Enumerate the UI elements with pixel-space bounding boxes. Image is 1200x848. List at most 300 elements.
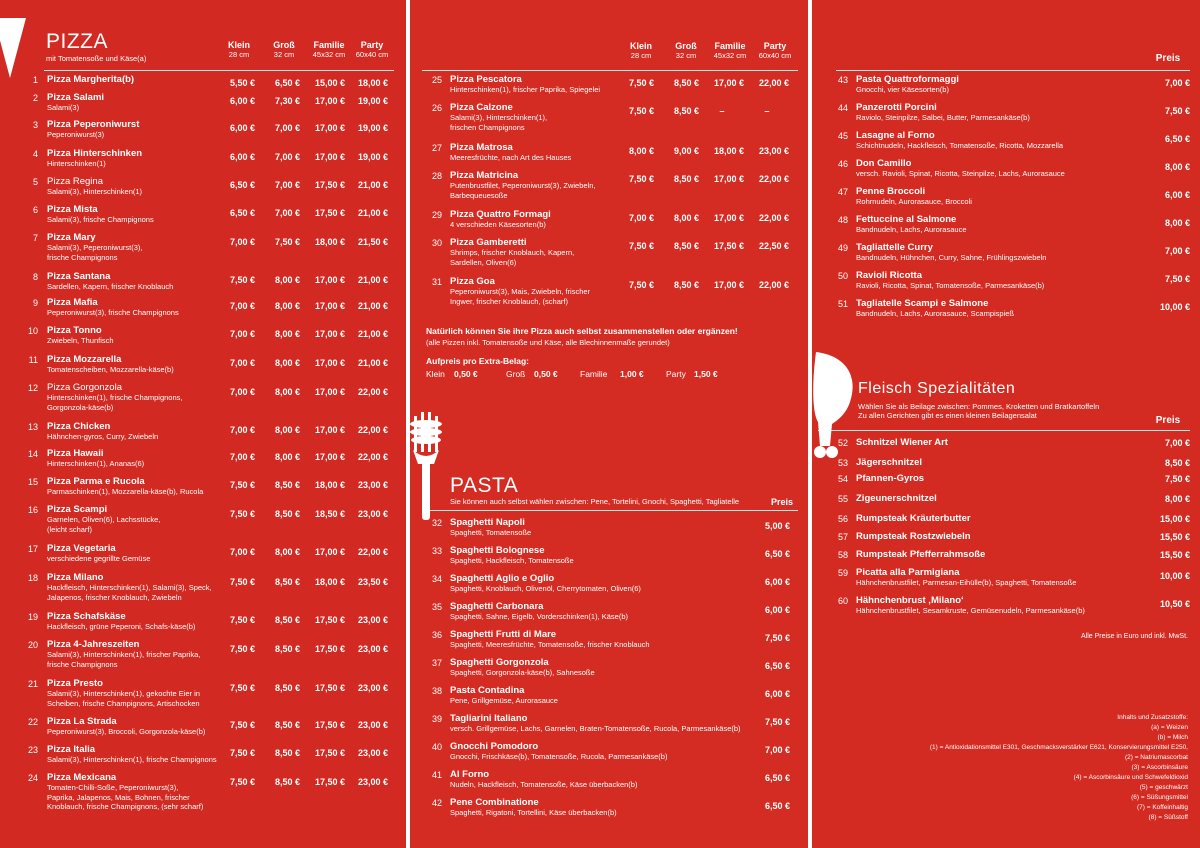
item-number: 6 (32, 205, 38, 215)
item-number: 55 (837, 494, 848, 504)
item-price: 8,00 € (274, 329, 300, 339)
item-description: Zwiebeln, Thunfisch (47, 336, 114, 345)
item-price: 17,00 € (314, 358, 345, 368)
item-price: 6,00 € (764, 577, 790, 587)
item-description: Salami(3), Peperoniwurst(3), frische Champignons (47, 243, 143, 262)
item-number: 26 (431, 103, 442, 113)
item-price: 17,50 € (314, 644, 345, 654)
item-price: 7,00 € (274, 180, 300, 190)
pizza-slice-icon (0, 18, 26, 78)
item-description: Spaghetti, Sahne, Eigelb, Vorderschinken(1), Käse(b) (450, 612, 629, 621)
item-name: Pizza Matrosa (450, 142, 513, 153)
item-price: 7,50 € (229, 615, 255, 625)
item-name: Pizza Mafia (47, 297, 98, 308)
item-price: 7,50 € (229, 509, 255, 519)
vat-note: Alle Preise in Euro und inkl. MwSt. (1081, 633, 1188, 640)
item-description: Spaghetti, Knoblauch, Olivenöl, Cherrytomaten, Oliven(6) (450, 584, 641, 593)
item-number: 43 (837, 75, 848, 85)
item-name: Pizza Hawaii (47, 448, 104, 459)
item-name: Schnitzel Wiener Art (856, 437, 948, 448)
item-description: Rohrnudeln, Aurorasauce, Broccoli (856, 197, 972, 206)
item-price: 6,50 € (764, 801, 790, 811)
item-price: 21,00 € (357, 180, 388, 190)
item-price: 18,00 € (314, 577, 345, 587)
item-price: 17,00 € (314, 547, 345, 557)
item-price: 8,00 € (628, 146, 654, 156)
item-price: 7,50 € (229, 275, 255, 285)
item-number: 27 (431, 143, 442, 153)
item-number: 8 (32, 272, 38, 282)
item-price: 8,00 € (274, 425, 300, 435)
item-price: 23,50 € (357, 577, 388, 587)
size-column-size: 60x40 cm (355, 50, 389, 59)
item-name: Pizza Italia (47, 744, 96, 755)
item-price: 6,50 € (764, 661, 790, 671)
item-price: 7,30 € (274, 96, 300, 106)
item-price: 10,50 € (1159, 599, 1190, 609)
item-number: 37 (431, 658, 442, 668)
item-name: Rumpsteak Pfefferrahmsoße (856, 549, 986, 560)
item-price: 7,50 € (1164, 106, 1190, 116)
size-column-label: Klein (227, 40, 250, 50)
item-description: Gnocchi, vier Käsesorten(b) (856, 85, 949, 94)
item-number: 17 (27, 544, 38, 554)
item-number: 2 (32, 93, 38, 103)
size-column-header (348, 40, 396, 60)
size-column-size: 32 cm (675, 51, 697, 60)
size-column-label: Groß (273, 40, 295, 50)
item-description: versch. Grillgemüse, Lachs, Garnelen, Braten-Tomatensoße, Rucola, Parmesankäse(b) (450, 724, 741, 733)
item-name: Tagliattelle Curry (856, 242, 933, 253)
size-column-header (260, 40, 308, 60)
item-price: 8,50 € (274, 615, 300, 625)
item-number: 38 (431, 686, 442, 696)
item-price: 6,50 € (1164, 134, 1190, 144)
item-name: Pizza Quattro Formagi (450, 209, 551, 220)
item-price: 6,00 € (764, 689, 790, 699)
item-description: Hinterschinken(1) (47, 159, 106, 168)
item-price: 17,50 € (314, 683, 345, 693)
item-price: 17,00 € (713, 213, 744, 223)
item-price: 17,50 € (314, 208, 345, 218)
item-description: Hackfleisch, Hinterschinken(1), Salami(3), Speck, Jalapenos, frischer Knoblauch, Zwiebeln (47, 583, 212, 602)
item-price: 7,00 € (229, 425, 255, 435)
extra-size-price: 0,50 € (454, 369, 478, 379)
item-name: Pizza Gamberetti (450, 237, 527, 248)
item-price: 23,00 € (758, 146, 789, 156)
item-price: – (764, 106, 770, 116)
size-column-label: Groß (675, 41, 697, 51)
item-description: Nudeln, Hackfleisch, Tomatensoße, Käse überbacken(b) (450, 780, 638, 789)
item-description: Hinterschinken(1), Ananas(6) (47, 459, 145, 468)
item-number: 40 (431, 742, 442, 752)
item-price: 8,50 € (673, 241, 699, 251)
item-price: 8,50 € (274, 644, 300, 654)
item-name: Spaghetti Bolognese (450, 545, 545, 556)
item-price: 18,00 € (357, 78, 388, 88)
item-price: 7,50 € (1164, 274, 1190, 284)
extra-size-price: 1,50 € (694, 369, 718, 379)
item-description: Peperoniwurst(3) (47, 130, 105, 139)
item-number: 29 (431, 210, 442, 220)
menu-panel-pasta-fleisch (812, 0, 1200, 848)
item-price: 17,50 € (314, 777, 345, 787)
item-price: 22,50 € (758, 241, 789, 251)
item-price: 7,50 € (229, 777, 255, 787)
item-description: Hähnchen-gyros, Curry, Zwiebeln (47, 432, 159, 441)
item-name: Pfannen-Gyros (856, 473, 925, 484)
item-price: 19,00 € (357, 96, 388, 106)
item-price: 10,00 € (1159, 302, 1190, 312)
item-price: 22,00 € (758, 213, 789, 223)
item-description: Peperoniwurst(3), Broccoli, Gorgonzola-käse(b) (47, 727, 206, 736)
item-name: Pizza Regina (47, 176, 103, 187)
item-price: 23,00 € (357, 644, 388, 654)
item-price: 8,50 € (274, 777, 300, 787)
item-description: Raviolo, Steinpilze, Salbei, Butter, Parmesankäse(b) (856, 113, 1030, 122)
item-name: Pizza Vegetaria (47, 543, 116, 554)
item-price: 8,00 € (1164, 494, 1190, 504)
item-name: Pizza Tonno (47, 325, 102, 336)
item-name: Ravioli Ricotta (856, 270, 922, 281)
item-price: 5,00 € (764, 521, 790, 531)
item-number: 1 (32, 75, 38, 85)
item-price: 7,50 € (764, 717, 790, 727)
item-name: Pizza Hinterschinken (47, 148, 143, 159)
item-number: 4 (32, 149, 38, 159)
item-name: Pene Combinatione (450, 797, 539, 808)
item-description: Hinterschinken(1), frischer Paprika, Spiegelei (450, 85, 601, 94)
pasta-subtitle: Sie können auch selbst wählen zwischen: Pene, Tortelini, Gnochi, Spaghetti, Tagliatelle (450, 497, 740, 506)
item-price: 7,00 € (274, 152, 300, 162)
item-price: 7,50 € (764, 633, 790, 643)
item-name: Pizza Peperoniwurst (47, 119, 140, 130)
item-price: 17,00 € (713, 174, 744, 184)
item-price: 22,00 € (357, 387, 388, 397)
item-number: 48 (837, 215, 848, 225)
item-price: 6,50 € (229, 180, 255, 190)
item-price: 17,50 € (314, 615, 345, 625)
pasta-price-header: Preis (770, 497, 794, 507)
item-name: Hähnchenbrust ‚Milano‘ (856, 595, 964, 606)
item-number: 13 (27, 422, 38, 432)
extra-topping-title: Aufpreis pro Extra-Belag: (426, 356, 529, 366)
item-price: 7,50 € (229, 683, 255, 693)
item-name: Spaghetti Frutti di Mare (450, 629, 557, 640)
item-price: 7,50 € (229, 577, 255, 587)
item-price: 15,00 € (314, 78, 345, 88)
item-price: 8,50 € (274, 748, 300, 758)
item-price: 22,00 € (758, 78, 789, 88)
additive-line: (8) = Süßstoff (1148, 814, 1188, 821)
item-price: 8,50 € (673, 280, 699, 290)
fleisch-price-header: Preis (1155, 415, 1181, 426)
item-description: Bandnudeln, Lachs, Aurorasauce, Scampispieß (856, 309, 1015, 318)
item-price: 22,00 € (758, 280, 789, 290)
item-price: 7,50 € (628, 241, 654, 251)
item-price: 7,00 € (274, 208, 300, 218)
extra-size-price: 0,50 € (534, 369, 558, 379)
item-price: 18,50 € (314, 509, 345, 519)
item-price: 8,50 € (673, 78, 699, 88)
item-price: 21,00 € (357, 358, 388, 368)
item-description: Peperoniwurst(3), Mais, Zwiebeln, frischer Ingwer, frischer Knoblauch, (scharf) (450, 287, 591, 306)
item-price: 19,00 € (357, 123, 388, 133)
pasta-header-rule (424, 510, 798, 511)
item-price: 17,00 € (713, 280, 744, 290)
item-number: 15 (27, 477, 38, 487)
additives-title: Inhalts und Zusatzstoffe: (1117, 714, 1188, 721)
item-price: 21,00 € (357, 208, 388, 218)
item-number: 49 (837, 243, 848, 253)
item-description: Salami(3), Hinterschinken(1), gekochte Eier in Scheiben, frische Champignons, Artischocken (47, 689, 200, 708)
item-number: 53 (837, 458, 848, 468)
item-description: Peperoniwurst(3), frische Champignons (47, 308, 179, 317)
item-price: 23,00 € (357, 777, 388, 787)
extra-size-label: Familie (580, 369, 608, 379)
item-number: 57 (837, 532, 848, 542)
item-price: 22,00 € (357, 452, 388, 462)
item-price: 19,00 € (357, 152, 388, 162)
item-number: 50 (837, 271, 848, 281)
size-column-size: 45x32 cm (312, 50, 346, 59)
additive-line: (a) = Weizen (1151, 724, 1188, 731)
item-name: Spaghetti Napoli (450, 517, 525, 528)
item-description: Salami(3), Hinterschinken(1), frische Champignons (47, 755, 217, 764)
item-number: 47 (837, 187, 848, 197)
item-name: Penne Broccoli (856, 186, 926, 197)
size-column-label: Klein (629, 41, 652, 51)
item-price: 8,50 € (274, 480, 300, 490)
item-price: 17,50 € (713, 241, 744, 251)
item-name: Spaghetti Aglio e Oglio (450, 573, 555, 584)
additive-line: (1) = Antioxidationsmittel E301, Geschmacksverstärker E621, Konservierungsmittel E250, (929, 744, 1188, 751)
item-price: 23,00 € (357, 720, 388, 730)
additive-line: (3) = Ascorbinsäure (1131, 764, 1188, 771)
item-name: Picatta alla Parmigiana (856, 567, 960, 578)
item-name: Pizza La Strada (47, 716, 117, 727)
extra-size-label: Party (666, 369, 686, 379)
size-column-header (617, 41, 665, 61)
item-price: 6,50 € (764, 773, 790, 783)
item-number: 21 (27, 679, 38, 689)
size-column-size: 28 cm (630, 51, 652, 60)
item-number: 46 (837, 159, 848, 169)
item-price: 8,50 € (673, 106, 699, 116)
item-number: 7 (32, 233, 38, 243)
item-price: 17,00 € (314, 275, 345, 285)
pizza-subtitle: mit Tomatensoße und Käse(a) (46, 54, 147, 63)
header-rule (422, 70, 798, 71)
item-name: Zigeunerschnitzel (856, 493, 937, 504)
item-name: Pizza Calzone (450, 102, 513, 113)
item-name: Pizza Margherita(b) (47, 74, 135, 85)
item-price: 21,00 € (357, 301, 388, 311)
item-price: 7,50 € (628, 78, 654, 88)
item-name: Jägerschnitzel (856, 457, 922, 468)
item-price: 17,00 € (314, 123, 345, 133)
additive-line: (2) = Natriumascorbat (1124, 754, 1188, 761)
additive-line: (7) = Koffeinhaltig (1136, 804, 1188, 811)
extra-size-label: Groß (506, 369, 526, 379)
item-price: 6,50 € (764, 549, 790, 559)
item-name: Gnocchi Pomodoro (450, 741, 539, 752)
item-name: Don Camillo (856, 158, 912, 169)
item-price: 10,00 € (1159, 571, 1190, 581)
item-price: 18,00 € (314, 480, 345, 490)
item-description: Bandnudeln, Lachs, Aurorasauce (856, 225, 967, 234)
size-column-header (305, 40, 353, 60)
item-name: Pizza 4-Jahreszeiten (47, 639, 140, 650)
item-name: Pizza Milano (47, 572, 104, 583)
item-price: 8,50 € (274, 683, 300, 693)
item-price: – (719, 106, 725, 116)
item-description: Salami(3), frische Champignons (47, 215, 154, 224)
item-name: Pasta Quattroformaggi (856, 74, 959, 85)
item-number: 3 (32, 120, 38, 130)
item-price: 17,50 € (314, 180, 345, 190)
item-price: 6,50 € (229, 208, 255, 218)
item-description: Spaghetti, Meeresfrüchte, Tomatensoße, frischer Knoblauch (450, 640, 650, 649)
item-name: Pizza Goa (450, 276, 495, 287)
size-column-size: 28 cm (228, 50, 250, 59)
item-number: 24 (27, 773, 38, 783)
item-name: Pizza Mista (47, 204, 98, 215)
item-number: 34 (431, 574, 442, 584)
item-description: Hackfleisch, grüne Peperoni, Schafs-käse(b) (47, 622, 196, 631)
item-price: 8,50 € (274, 577, 300, 587)
item-name: Tagliatelle Scampi e Salmone (856, 298, 989, 309)
menu-panel-pizza-pasta (410, 0, 808, 848)
item-number: 9 (32, 298, 38, 308)
item-number: 60 (837, 596, 848, 606)
item-name: Al Forno (450, 769, 490, 780)
fork-with-pasta-icon (410, 410, 462, 530)
additive-line: (b) = Milch (1157, 734, 1188, 741)
item-description: Schichtnudeln, Hackfleisch, Tomatensoße, Ricotta, Mozzarella (856, 141, 1064, 150)
item-number: 59 (837, 568, 848, 578)
item-price: 7,50 € (628, 106, 654, 116)
item-number: 44 (837, 103, 848, 113)
item-price: 9,00 € (673, 146, 699, 156)
item-description: Sardellen, Kapern, frischer Knoblauch (47, 282, 174, 291)
item-number: 10 (27, 326, 38, 336)
item-price: 7,00 € (764, 745, 790, 755)
custom-pizza-subnote: (alle Pizzen inkl. Tomatensoße und Käse, alle Blechinnenmaße gerundet) (426, 338, 670, 347)
item-price: 17,00 € (713, 78, 744, 88)
item-price: 7,50 € (628, 280, 654, 290)
item-name: Pizza Chicken (47, 421, 111, 432)
item-description: Salami(3), Hinterschinken(1), frischer Paprika, frische Champignons (47, 650, 201, 669)
item-number: 32 (431, 518, 442, 528)
item-number: 28 (431, 171, 442, 181)
item-price: 8,00 € (274, 301, 300, 311)
fleisch-header-rule (818, 430, 1190, 431)
item-description: Shrimps, frischer Knoblauch, Kapern, Sardellen, Oliven(6) (450, 248, 575, 267)
item-price: 8,00 € (1164, 218, 1190, 228)
item-description: Spaghetti, Tomatensoße (450, 528, 532, 537)
item-name: Rumpsteak Rostzwiebeln (856, 531, 971, 542)
item-price: 8,00 € (673, 213, 699, 223)
item-number: 39 (431, 714, 442, 724)
item-description: Tomaten-Chilli-Soße, Peperoniwurst(3), Paprika, Jalapenos, Mais, Bohnen, frischer Knoblauch, frische Champignons, (sehr scharf) (47, 783, 204, 811)
item-name: Spaghetti Carbonara (450, 601, 544, 612)
item-description: 4 verschieden Käsesorten(b) (450, 220, 546, 229)
item-price: 17,00 € (314, 329, 345, 339)
menu-panel-pizza (0, 0, 406, 848)
item-description: Garnelen, Oliven(6), Lachsstücke, (leicht scharf) (47, 515, 161, 534)
item-description: Hähnchenbrustfilet, Parmesan-Eihülle(b), Spaghetti, Tomatensoße (856, 578, 1077, 587)
item-price: 21,00 € (357, 329, 388, 339)
item-number: 22 (27, 717, 38, 727)
item-price: 7,00 € (229, 358, 255, 368)
item-price: 15,00 € (1159, 514, 1190, 524)
size-column-header (662, 41, 710, 61)
size-column-size: 60x40 cm (758, 51, 792, 60)
item-price: 7,50 € (229, 720, 255, 730)
item-price: 23,00 € (357, 683, 388, 693)
item-name: Panzerotti Porcini (856, 102, 937, 113)
additive-line: (5) = geschwärzt (1139, 784, 1188, 791)
item-price: 17,00 € (314, 452, 345, 462)
item-number: 56 (837, 514, 848, 524)
item-price: 7,00 € (628, 213, 654, 223)
item-description: Hinterschinken(1), frische Champignons, Gorgonzola-käse(b) (47, 393, 183, 412)
item-name: Pizza Schafskäse (47, 611, 126, 622)
item-number: 12 (27, 383, 38, 393)
item-number: 33 (431, 546, 442, 556)
item-description: Parmaschinken(1), Mozzarella-käse(b), Rucola (47, 487, 204, 496)
item-price: 6,00 € (1164, 190, 1190, 200)
item-price: 18,00 € (314, 237, 345, 247)
item-price: 17,00 € (314, 387, 345, 397)
item-price: 7,00 € (229, 237, 255, 247)
item-price: 7,00 € (229, 301, 255, 311)
item-price: 7,50 € (229, 480, 255, 490)
item-price: 17,00 € (314, 301, 345, 311)
item-price: 7,00 € (1164, 246, 1190, 256)
item-number: 52 (837, 438, 848, 448)
item-description: Meeresfrüchte, nach Art des Hauses (450, 153, 572, 162)
item-price: 8,00 € (274, 358, 300, 368)
item-description: Putenbrustfilet, Peperoniwurst(3), Zwiebeln, Barbequeuesoße (450, 181, 596, 200)
item-price: 7,00 € (229, 387, 255, 397)
size-column-size: 32 cm (273, 50, 295, 59)
item-name: Pizza Matricina (450, 170, 519, 181)
item-price: 18,00 € (713, 146, 744, 156)
fleisch-title: Fleisch Spezialitäten (858, 380, 1016, 397)
pasta-title: PASTA (450, 474, 519, 497)
item-price: 23,00 € (357, 748, 388, 758)
size-column-size: 45x32 cm (713, 51, 747, 60)
item-price: 17,50 € (314, 720, 345, 730)
item-name: Spaghetti Gorgonzola (450, 657, 549, 668)
item-price: 23,00 € (357, 509, 388, 519)
additive-line: (4) = Ascorbinsäure und Schwefeldioxid (1073, 774, 1188, 781)
item-price: 15,50 € (1159, 550, 1190, 560)
item-price: 22,00 € (357, 547, 388, 557)
item-number: 11 (28, 355, 38, 365)
item-number: 51 (837, 299, 848, 309)
item-price: 7,00 € (1164, 78, 1190, 88)
item-price: 8,00 € (274, 387, 300, 397)
custom-pizza-note: Natürlich können Sie ihre Pizza auch selbst zusammenstellen oder ergänzen! (426, 326, 738, 336)
item-number: 19 (27, 612, 38, 622)
item-description: Spaghetti, Gorgonzola-käse(b), Sahnesoße (450, 668, 595, 677)
item-price: 7,50 € (229, 644, 255, 654)
item-description: Tomatenscheiben, Mozzarella-käse(b) (47, 365, 174, 374)
item-number: 36 (431, 630, 442, 640)
